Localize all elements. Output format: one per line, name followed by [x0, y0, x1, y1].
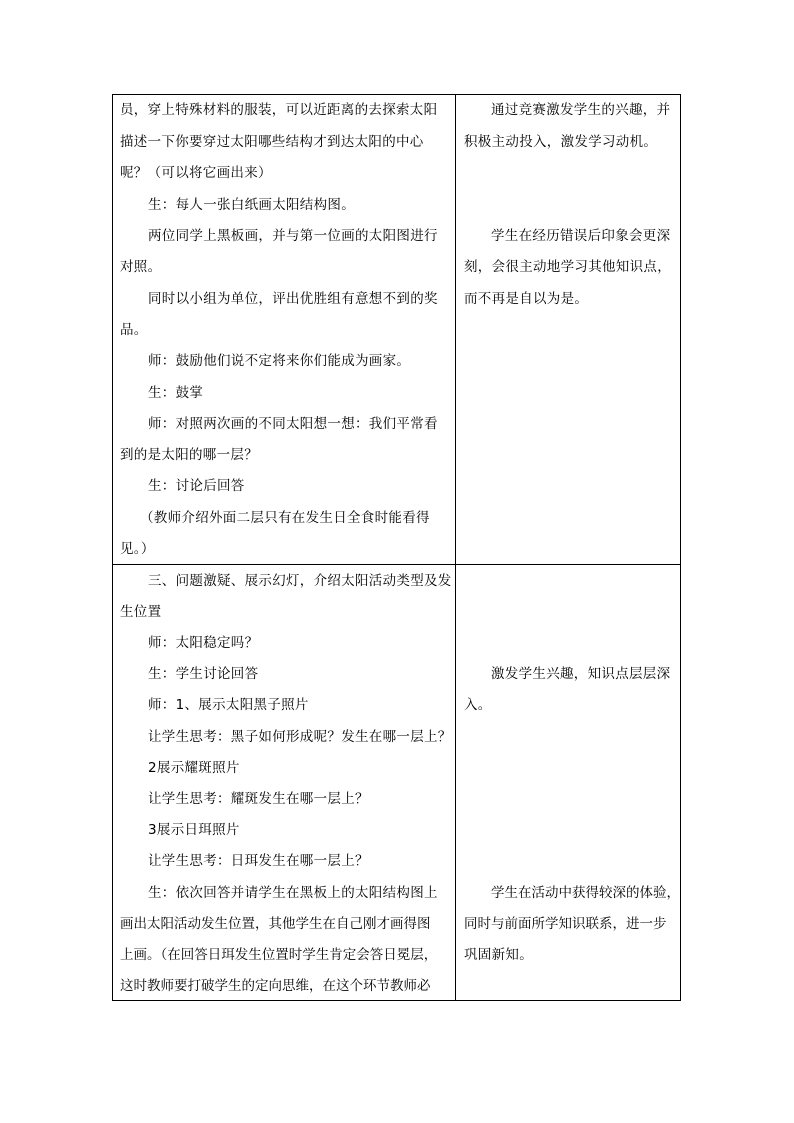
text-line: 而不再是自以为是。: [464, 291, 589, 307]
text-line: 画出太阳活动发生位置，其他学生在自己刚才画得图: [120, 916, 431, 932]
text-line: 上画。（在回答日珥发生位置时学生肯定会答日冕层，: [120, 947, 438, 963]
text-line: 2展示耀斑照片: [148, 760, 240, 776]
text-line: 这时教师要打破学生的定向思维，在这个环节教师必: [120, 978, 431, 994]
text-line: 生：鼓掌: [148, 385, 204, 401]
text-line: 师：太阳稳定吗？: [148, 635, 259, 651]
text-line: 见。）: [120, 541, 155, 557]
row-divider: [112, 564, 681, 565]
text-line: 生：学生讨论回答: [148, 666, 259, 682]
text-line: 3展示日珥照片: [148, 822, 240, 838]
text-line: 让学生思考：日珥发生在哪一层上？: [148, 853, 369, 869]
text-line: 到的是太阳的哪一层？: [120, 447, 258, 463]
text-line: 学生在经历错误后印象会更深: [491, 228, 671, 244]
text-line: 刻，会很主动地学习其他知识点，: [464, 259, 671, 275]
text-line: 生：依次回答并请学生在黑板上的太阳结构图上: [148, 885, 438, 901]
text-line: 巩固新知。: [464, 947, 533, 963]
text-line: 生位置: [120, 604, 162, 620]
text-line: 三、问题激疑、展示幻灯，介绍太阳活动类型及发: [148, 573, 452, 589]
text-line: 生：讨论后回答: [148, 478, 245, 494]
text-line: 呢？（可以将它画出来）: [120, 165, 272, 181]
text-line: 积极主动投入，激发学习动机。: [464, 134, 658, 150]
text-line: 学生在活动中获得较深的体验，: [491, 885, 680, 901]
text-line: 同时以小组为单位，评出优胜组有意想不到的奖: [148, 291, 438, 307]
text-line: 让学生思考：耀斑发生在哪一层上？: [148, 791, 369, 807]
text-line: （教师介绍外面二层只有在发生日全食时能看得: [140, 510, 430, 526]
text-line: 入。: [464, 697, 492, 713]
text-line: 师：1、展示太阳黑子照片: [148, 697, 309, 713]
text-line: 同时与前面所学知识联系，进一步: [464, 916, 667, 932]
text-line: 对照。: [120, 259, 162, 275]
text-line: 生：每人一张白纸画太阳结构图。: [148, 197, 355, 213]
text-line: 让学生思考：黑子如何形成呢？发生在哪一层上？: [148, 729, 452, 745]
text-line: 师：对照两次画的不同太阳想一想：我们平常看: [148, 416, 438, 432]
text-line: 通过竞赛激发学生的兴趣，并: [491, 102, 671, 118]
text-line: 描述一下你要穿过太阳哪些结构才到达太阳的中心: [120, 134, 424, 150]
text-line: 两位同学上黑板画，并与第一位画的太阳图进行: [148, 228, 438, 244]
text-line: 师：鼓励他们说不定将来你们能成为画家。: [148, 353, 411, 369]
text-line: 员，穿上特殊材料的服装，可以近距离的去探索太阳: [120, 102, 438, 118]
text-line: 品。: [120, 322, 148, 338]
text-line: 激发学生兴趣，知识点层层深: [491, 666, 671, 682]
column-divider: [455, 94, 456, 1001]
